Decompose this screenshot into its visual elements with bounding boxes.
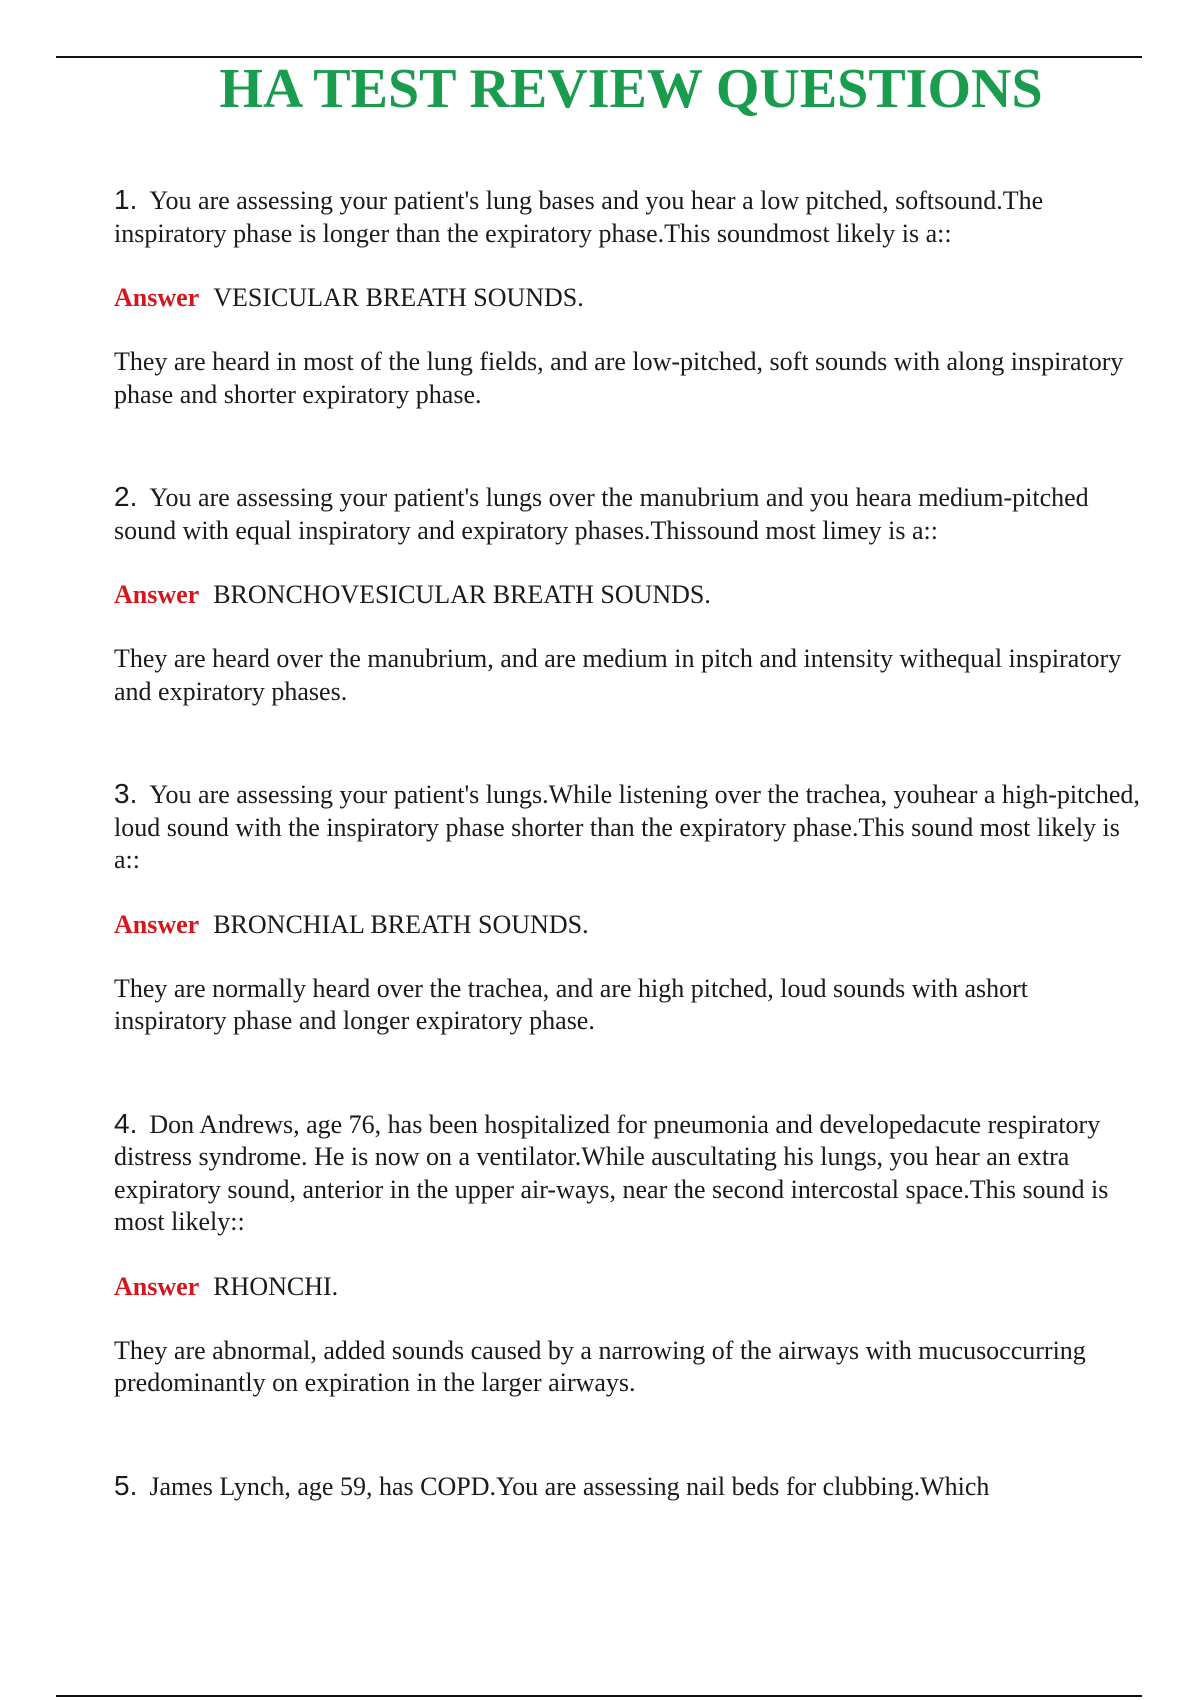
answer-text: BRONCHOVESICULAR BREATH SOUNDS. [213,580,711,609]
question-body: Don Andrews, age 76, has been hospitalized for pneumonia and developedacute respiratory distress syndrome. He is now on a ventilator.While auscultating his lungs, you hear an extra expiratory sound, anterior in the upper air-ways, near the second intercostal space.This sound is most likely:: [114,1109,1109,1236]
bottom-rule [56,1695,1142,1697]
question-text [114,1470,1144,1504]
question-text [114,1108,1144,1239]
question-number: 1. [114,184,138,215]
explanation-text: They are normally heard over the trachea, and are high pitched, loud sounds with ashort inspiratory phase and longer expiratory phase. [114,973,1029,1035]
answer-label: Answer [114,909,200,939]
answer-text: VESICULAR BREATH SOUNDS. [213,283,584,312]
question-body: You are assessing your patient's lungs.While listening over the trachea, youhear a high-pitched, loud sound with the inspiratory phase shorter than the expiratory phase.This sound most likely is a:: [114,780,1140,874]
question-number: 5. [114,1469,138,1501]
question-block-4 [114,1108,1144,1400]
question-number: 3. [114,778,138,809]
question-number: 2. [114,481,138,512]
question-body: You are assessing your patient's lungs over the manubrium and you heara medium-pitched sound with equal inspiratory and expiratory phases.Thissound most limey is a:: [114,483,1089,545]
answer-label: Answer [114,580,200,609]
answer-line [114,282,1144,314]
answer-label: Answer [114,283,200,312]
question-text [114,778,1144,877]
explanation-text: They are heard in most of the lung fields, and are low-pitched, soft sounds with along inspiratory phase and shorter expiratory phase. [114,347,1124,409]
questions-list [114,184,1144,1503]
answer-line [114,909,1144,941]
question-block-2 [114,481,1144,708]
answer-text: RHONCHI. [213,1271,339,1301]
question-block-5 [114,1470,1144,1504]
page-title: HA TEST REVIEW QUESTIONS [219,58,1043,120]
question-block-3 [114,778,1144,1038]
question-text [114,184,1144,250]
question-number: 4. [114,1107,138,1139]
question-block-1 [114,184,1144,411]
question-body: You are assessing your patient's lung bases and you hear a low pitched, softsound.The inspiratory phase is longer than the expiratory phase.This soundmost likely is a:: [114,186,1044,248]
answer-label: Answer [114,1271,200,1301]
explanation-text: They are heard over the manubrium, and are medium in pitch and intensity withequal inspiratory and expiratory phases. [114,644,1122,706]
explanation-text: They are abnormal, added sounds caused by a narrowing of the airways with mucusoccurring predominantly on expiration in the larger airways. [114,1335,1086,1397]
answer-text: BRONCHIAL BREATH SOUNDS. [213,909,589,939]
question-text [114,481,1144,547]
answer-line [114,1271,1144,1303]
question-body: James Lynch, age 59, has COPD.You are assessing nail beds for clubbing.Which [149,1471,990,1501]
answer-line [114,579,1144,611]
